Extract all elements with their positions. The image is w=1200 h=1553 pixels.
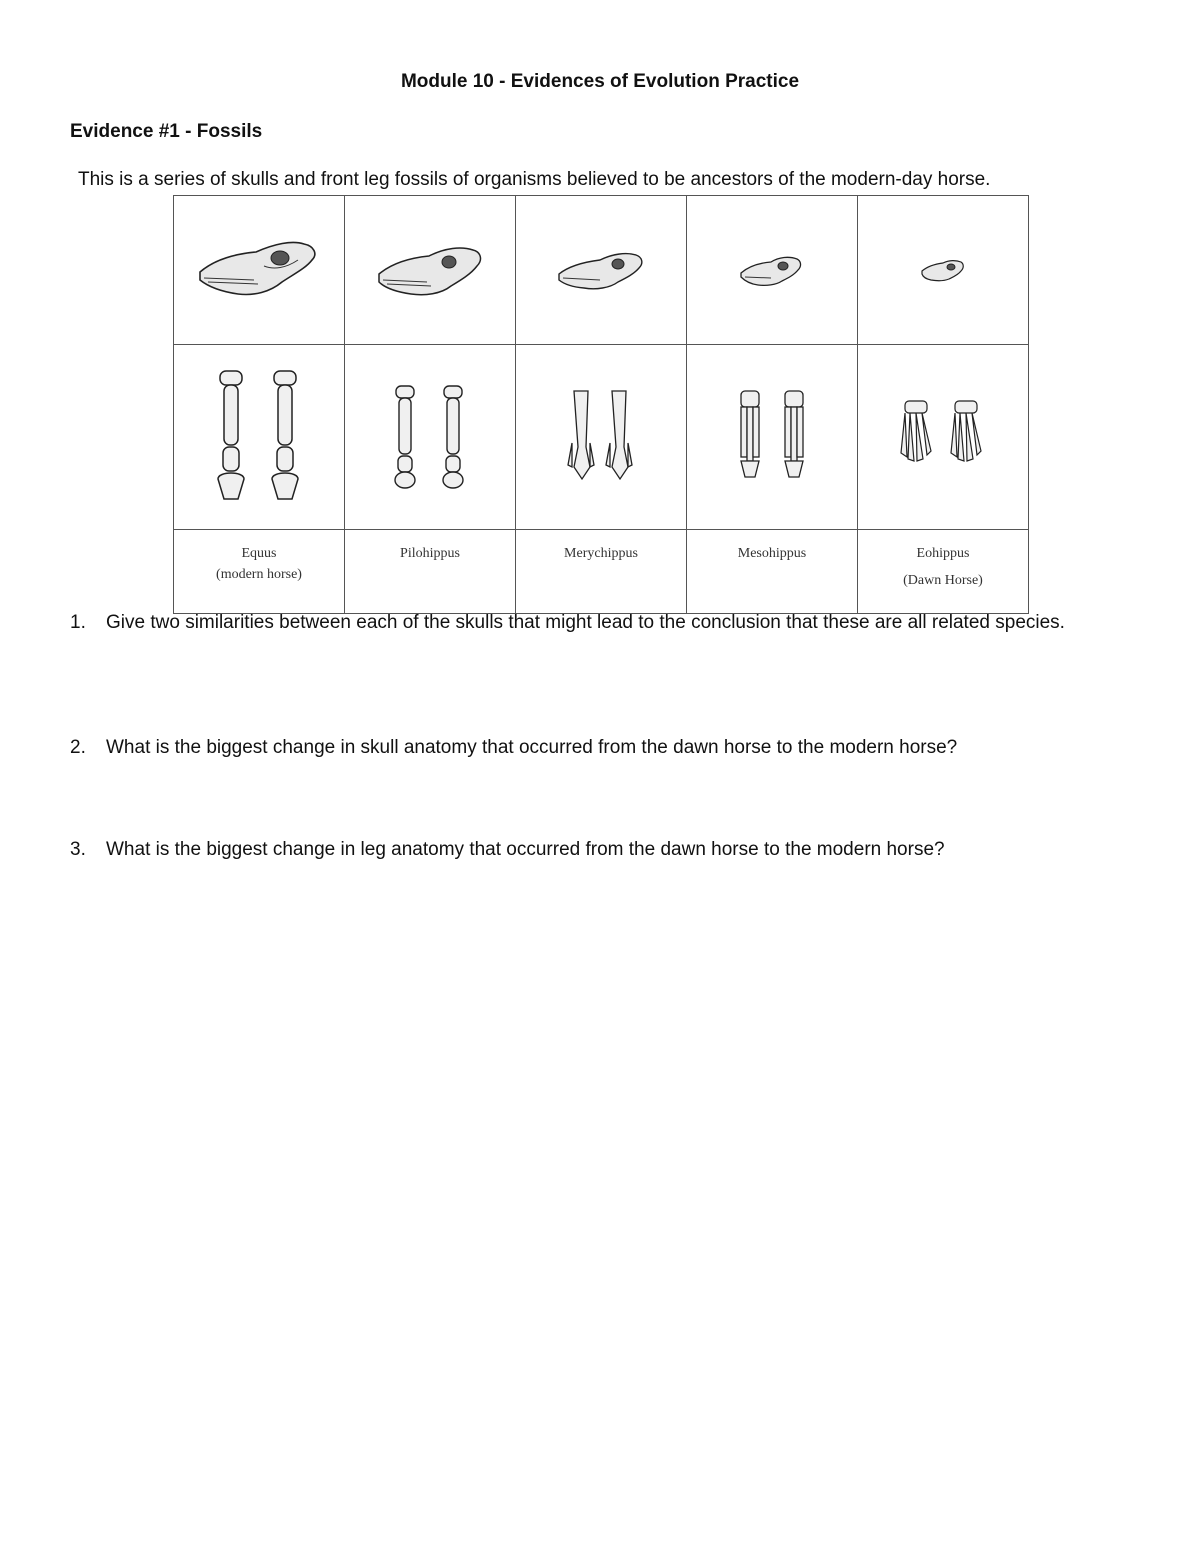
skull-cell-equus xyxy=(174,196,345,345)
question-text: What is the biggest change in leg anatomy that occurred from the dawn horse to the modern horse? xyxy=(106,839,945,860)
name-cell-eohippus xyxy=(858,530,1029,614)
fossil-note: (modern horse) xyxy=(216,567,302,582)
question-number: 3. xyxy=(70,839,86,860)
name-cell-equus xyxy=(174,530,345,614)
name-cell-pilohippus xyxy=(345,530,516,614)
skull-illustration xyxy=(373,234,488,306)
skull-illustration xyxy=(919,253,967,287)
page-title: Module 10 - Evidences of Evolution Practice xyxy=(400,71,800,92)
intro-text: This is a series of skulls and front leg fossils of organisms believed to be ancestors of the modern-day horse. xyxy=(78,169,991,190)
leg-cell-merychippus xyxy=(516,345,687,530)
leg-bones-illustration xyxy=(893,397,993,477)
skull-cell-eohippus xyxy=(858,196,1029,345)
leg-cell-mesohippus xyxy=(687,345,858,530)
name-row xyxy=(174,530,1029,614)
skull-row xyxy=(174,196,1029,345)
leg-cell-eohippus xyxy=(858,345,1029,530)
leg-row xyxy=(174,345,1029,530)
skull-illustration xyxy=(737,247,807,293)
fossil-name: Eohippus xyxy=(916,546,970,561)
leg-bones-illustration xyxy=(556,387,646,487)
fossil-note: (Dawn Horse) xyxy=(903,573,983,588)
question-text: Give two similarities between each of the skulls that might lead to the conclusion that these are all related species. xyxy=(106,612,1065,633)
skull-cell-merychippus xyxy=(516,196,687,345)
question-1 xyxy=(70,611,1130,635)
question-2 xyxy=(70,736,1130,760)
question-number: 1. xyxy=(70,612,86,633)
fossil-name: Mesohippus xyxy=(737,546,807,561)
question-3 xyxy=(70,838,1130,862)
fossil-name: Merychippus xyxy=(564,546,638,561)
fossil-name: Equus xyxy=(241,546,277,561)
name-cell-mesohippus xyxy=(687,530,858,614)
skull-cell-pilohippus xyxy=(345,196,516,345)
leg-cell-equus xyxy=(174,345,345,530)
leg-bones-illustration xyxy=(380,382,480,492)
leg-bones-illustration xyxy=(204,367,314,507)
leg-cell-pilohippus xyxy=(345,345,516,530)
skull-cell-mesohippus xyxy=(687,196,858,345)
section-heading: Evidence #1 - Fossils xyxy=(70,121,263,142)
fossil-table xyxy=(173,195,1029,614)
fossil-name: Pilohippus xyxy=(400,546,460,561)
skull-illustration xyxy=(194,230,324,310)
skull-illustration xyxy=(554,242,649,298)
question-text: What is the biggest change in skull anatomy that occurred from the dawn horse to the modern horse? xyxy=(106,737,958,758)
name-cell-merychippus xyxy=(516,530,687,614)
leg-bones-illustration xyxy=(727,387,817,487)
question-number: 2. xyxy=(70,737,86,758)
